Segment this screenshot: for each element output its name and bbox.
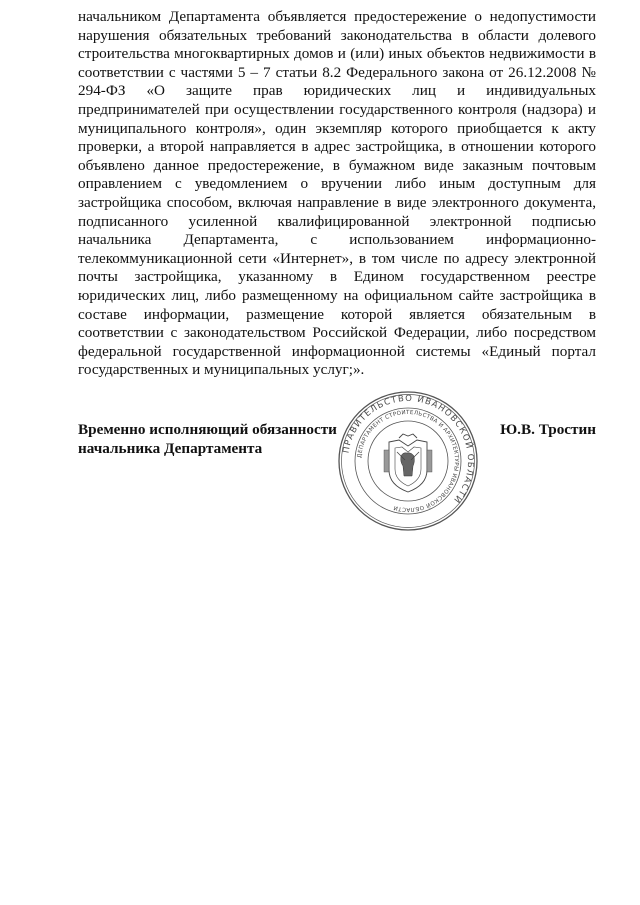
seal-inner-text: ДЕПАРТАМЕНТ СТРОИТЕЛЬСТВА И АРХИТЕКТУРЫ ИВАНОВСКОЙ ОБЛАСТИ bbox=[357, 409, 460, 513]
body-paragraph: начальником Департамента объявляется предостережение о недопустимости нарушения обязательных требований законодательства в области долевого строительства многоквартирных домов и (или) иных объектов недвижимости в соответствии с частями 5 – 7 статьи 8.2 Федерального закона от 26.12.2008 № 294-ФЗ «О защите прав юридических лиц и индивидуальных предпринимателей при осуществлении государственного контроля (надзора) и муниципального контроля», один экземпляр которого приобщается к акту проверки, а второй направляется в адрес застройщика, в отношении которого объявлено данное предостережение, в бумажном виде заказным почтовым оправлением с уведомлением о вручении либо иным доступным для застройщика способом, включая направление в виде электронного документа, подписанного усиленной квалифицированной электронной подписью начальника Департамента, с использованием информационно-телекоммуникационной сети «Интернет», в том числе по адресу электронной почты застройщика, указанному в Едином государственном реестре юридических лиц, либо размещенному на официальном сайте застройщика в составе информации, размещение которой является обязательным в соответствии с законодательством Российской Федерации, либо посредством федеральной государственной информационной системы «Единый портал государственных и муниципальных услуг;». bbox=[78, 8, 596, 379]
official-seal bbox=[337, 390, 479, 532]
coat-of-arms-icon bbox=[384, 434, 432, 492]
seal-outer-text: ПРАВИТЕЛЬСТВО ИВАНОВСКОЙ ОБЛАСТИ bbox=[341, 393, 476, 506]
signatory-position: Временно исполняющий обязанности начальника Департамента bbox=[78, 421, 337, 457]
signatory-name: Ю.В. Тростин bbox=[500, 421, 596, 438]
